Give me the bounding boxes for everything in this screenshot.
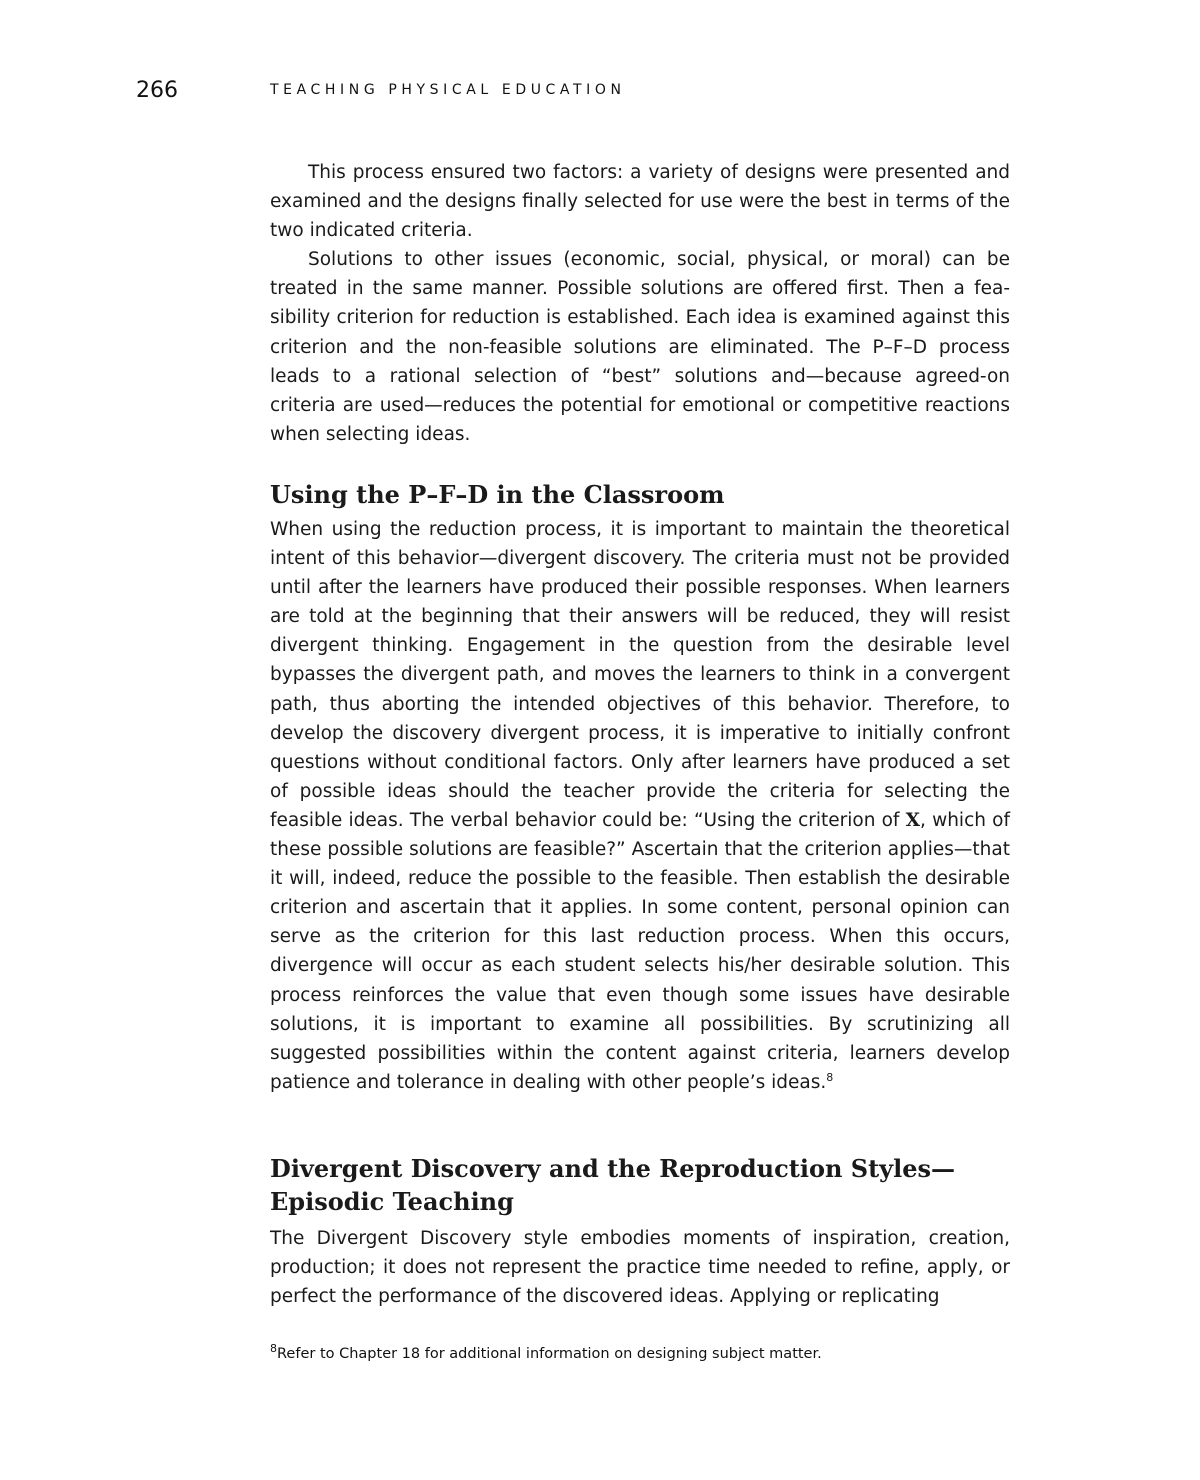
section-1-text-part-2: , which of these possible solutions are feasible?” Ascertain that the criterion applies—that it will, indeed, reduce the possible to the feasible. Then establish the desirable criterion and ascertain that it applies. In some content, personal opinion can serve as the criterion for this last reduction process. When this occurs, divergence will occur as each student selects his/her desirable solution. This process reinforces the value that even though some issues have desirable solutions, it is important to examine all possibilities. By scrutinizing all suggested possibilities within the content against criteria, learners develop patience and tolerance in dealing with other people’s ideas. [270,809,1010,1093]
footnote-marker: 8 [270,1342,277,1356]
section-heading-pfd-classroom: Using the P–F–D in the Classroom [270,480,725,509]
section-heading-divergent-discovery [270,1152,1010,1218]
running-head: TEACHING PHYSICAL EDUCATION [270,82,626,98]
section-2-paragraph: The Divergent Discovery style embodies moments of inspiration, creation, production; it does not represent the practice time needed to refine, apply, or perfect the performance of the discovered ideas. Applying or replicating [270,1228,1010,1308]
footnote-text: Refer to Chapter 18 for additional information on designing subject matter. [277,1346,822,1362]
section-1-body [270,515,1010,1097]
footnote-reference: 8 [826,1070,834,1084]
section-2-heading-line-1: Divergent Discovery and the Reproduction Styles— [270,1154,956,1183]
section-2-body [270,1224,1010,1311]
intro-paragraph-2: Solutions to other issues (economic, social, physical, or moral) can be treated in the same manner. Possible solutions are offered first. Then a feasibility criterion for reduction is established. Each idea is examined against this criterion and the non-feasible solutions are eliminated. The P–F–D process leads to a rational selection of “best” solutions and—because agreed-on criteria are used—reduces the potential for emotional or competitive reactions when selecting ideas. [270,249,1010,445]
criterion-x: X [905,809,920,831]
intro-section [270,158,1010,449]
footnote [270,1342,1010,1362]
page-number: 266 [136,78,178,103]
section-2-heading-line-2: Episodic Teaching [270,1187,514,1216]
section-1-paragraph [270,515,1010,1097]
intro-paragraph-1: This process ensured two factors: a variety of designs were presented and examined and the designs finally selected for use were the best in terms of the two indicated criteria. [270,162,1010,242]
section-1-text-part-1: When using the reduction process, it is important to maintain the theoretical intent of this behavior—divergent discovery. The criteria must not be provided until after the learners have produced their possible responses. When learners are told at the beginning that their answers will be reduced, they will resist divergent thinking. Engagement in the question from the desirable level bypasses the divergent path, and moves the learners to think in a convergent path, thus aborting the intended objectives of this behavior. Therefore, to develop the discovery divergent process, it is imperative to initially confront questions without conditional factors. Only after learners have produced a set of possible ideas should the teacher provide the criteria for selecting the feasible ideas. The verbal behavior could be: “Using the criterion of [270,519,1010,831]
